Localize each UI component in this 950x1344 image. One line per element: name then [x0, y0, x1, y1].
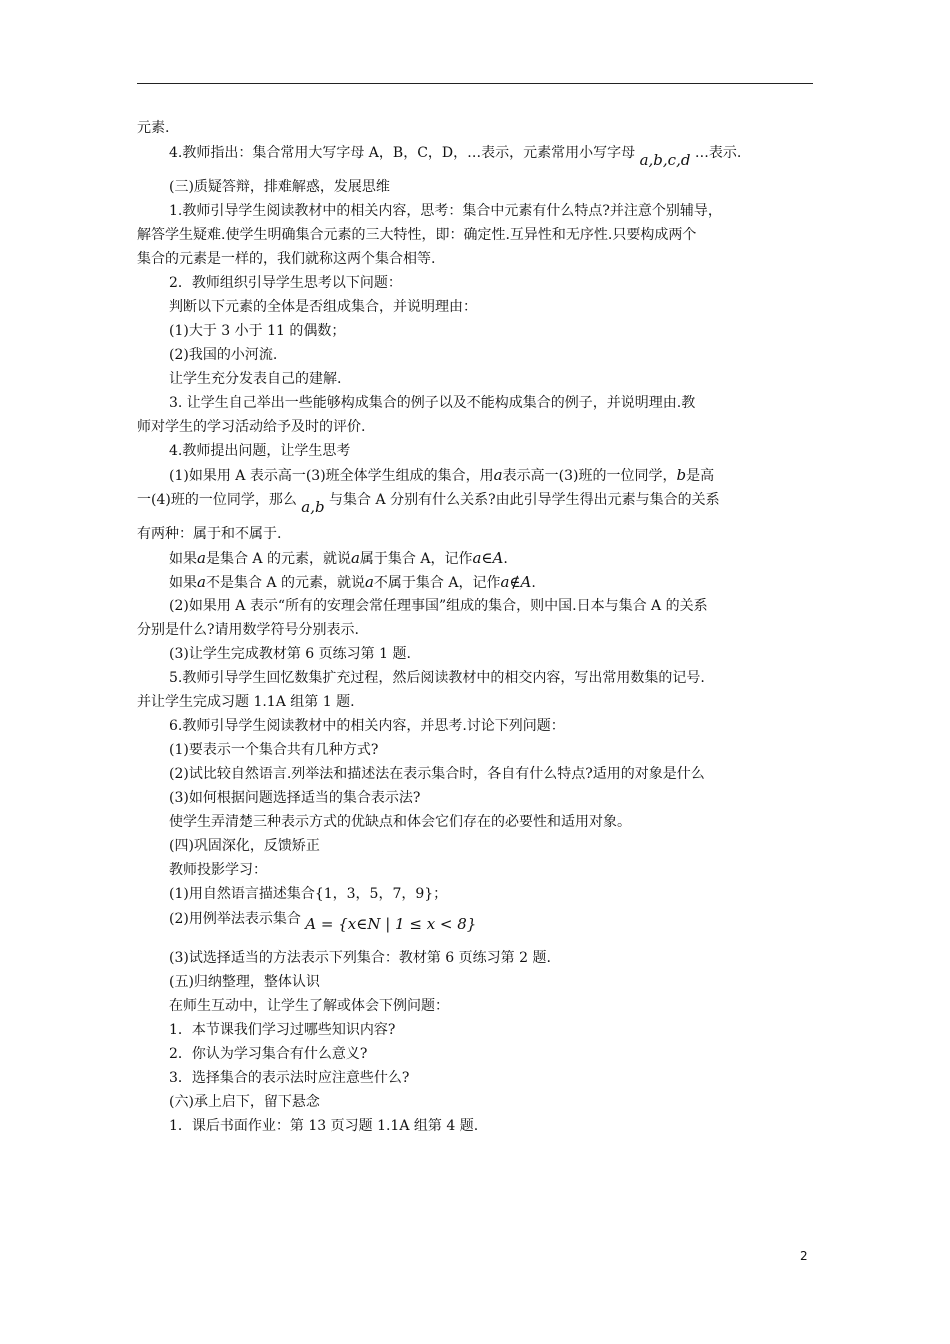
text-line: (2)用例举法表示集合 A = {x∈N | 1 ≤ x < 8} — [169, 911, 477, 933]
text-line: (2)如果用 A 表示“所有的安理会常任理事国”组成的集合，则中国.日本与集合 A 的关系 — [169, 598, 708, 614]
page-number: 2 — [800, 1249, 808, 1263]
text-line: 如果a不是集合 A 的元素，就说a不属于集合 A，记作a∉A. — [169, 573, 536, 591]
text-line: 2．你认为学习集合有什么意义? — [169, 1046, 368, 1062]
text-line: (2)我国的小河流. — [169, 347, 278, 363]
text-line: 教师投影学习： — [169, 862, 267, 878]
section-heading: (四)巩固深化，反馈矫正 — [169, 838, 320, 854]
text-line: (2)试比较自然语言.列举法和描述法在表示集合时，各自有什么特点?适用的对象是什么 — [169, 766, 705, 782]
text-line: 在师生互动中，让学生了解或体会下例问题： — [169, 998, 449, 1014]
text-line: (1)要表示一个集合共有几种方式? — [169, 742, 379, 758]
text-line: 解答学生疑难.使学生明确集合元素的三大特性，即：确定性.互异性和无序性.只要构成两个 — [137, 227, 697, 243]
text-line: (1)用自然语言描述集合{1，3，5，7，9}； — [169, 886, 448, 902]
text-line: 3. 让学生自己举出一些能够构成集合的例子以及不能构成集合的例子，并说明理由.教 — [169, 395, 696, 411]
header-rule — [137, 83, 813, 84]
math-variables: a,b — [301, 498, 325, 516]
math-variable: a — [197, 549, 206, 567]
text-line: 5.教师引导学生回忆数集扩充过程，然后阅读教材中的相交内容，写出常用数集的记号. — [169, 670, 705, 686]
math-set-expression: A = {x∈N | 1 ≤ x < 8} — [305, 915, 477, 933]
section-heading: (三)质疑答辩，排难解惑，发展思维 — [169, 179, 390, 195]
section-heading: (五)归纳整理，整体认识 — [169, 974, 320, 990]
math-variable: a — [364, 573, 374, 591]
math-expression: a∈A — [472, 549, 504, 567]
math-variable: a — [493, 466, 503, 484]
text-line: 集合的元素是一样的，我们就称这两个集合相等. — [137, 251, 436, 267]
text-line: 4.教师指出：集合常用大写字母 A，B，C，D，…表示，元素常用小写字母 a,b,c,d …表示. — [169, 145, 742, 169]
math-variable: a — [197, 573, 206, 591]
text-line: 并让学生完成习题 1.1A 组第 1 题. — [137, 694, 355, 710]
math-variable: b — [676, 466, 687, 484]
text-line: 元素. — [137, 120, 170, 136]
document-body — [137, 116, 813, 1138]
text-line: (1)大于 3 小于 11 的偶数； — [169, 323, 346, 339]
text-line: (3)试选择适当的方法表示下列集合：教材第 6 页练习第 2 题. — [169, 950, 551, 966]
text-line: 1．课后书面作业：第 13 页习题 1.1A 组第 4 题. — [169, 1118, 479, 1134]
text-line: 3．选择集合的表示法时应注意些什么? — [169, 1070, 410, 1086]
text-line: 如果a是集合 A 的元素，就说a属于集合 A，记作a∈A. — [169, 549, 508, 567]
text-line: 1．本节课我们学习过哪些知识内容? — [169, 1022, 396, 1038]
math-expression: a∉A — [500, 573, 532, 591]
text-line: (1)如果用 A 表示高一(3)班全体学生组成的集合，用a表示高一(3)班的一位同学，b是高 — [169, 466, 715, 484]
text-line: 6.教师引导学生阅读教材中的相关内容，并思考.讨论下列问题： — [169, 718, 565, 734]
text-line: 让学生充分发表自己的建解. — [169, 371, 342, 387]
text-line: 判断以下元素的全体是否组成集合，并说明理由： — [169, 299, 477, 315]
text-line: 师对学生的学习活动给予及时的评价. — [137, 419, 366, 435]
math-variables: a,b,c,d — [639, 151, 691, 169]
text-line: 分别是什么?请用数学符号分别表示. — [137, 622, 359, 638]
text-line: (3)如何根据问题选择适当的集合表示法? — [169, 790, 421, 806]
math-variable: a — [350, 549, 360, 567]
text-line: (3)让学生完成教材第 6 页练习第 1 题. — [169, 646, 411, 662]
text-line: 2．教师组织引导学生思考以下问题： — [169, 275, 402, 291]
section-heading: (六)承上启下，留下悬念 — [169, 1094, 320, 1110]
text-line: 1.教师引导学生阅读教材中的相关内容，思考：集合中元素有什么特点?并注意个别辅导， — [169, 203, 722, 219]
text-line: 一(4)班的一位同学，那么 a,b 与集合 A 分别有什么关系?由此引导学生得出元素与集合的关系 — [137, 492, 720, 516]
text-line: 有两种：属于和不属于. — [137, 526, 282, 542]
text-line: 4.教师提出问题，让学生思考 — [169, 443, 351, 459]
text-line: 使学生弄清楚三种表示方式的优缺点和体会它们存在的必要性和适用对象。 — [169, 814, 631, 830]
